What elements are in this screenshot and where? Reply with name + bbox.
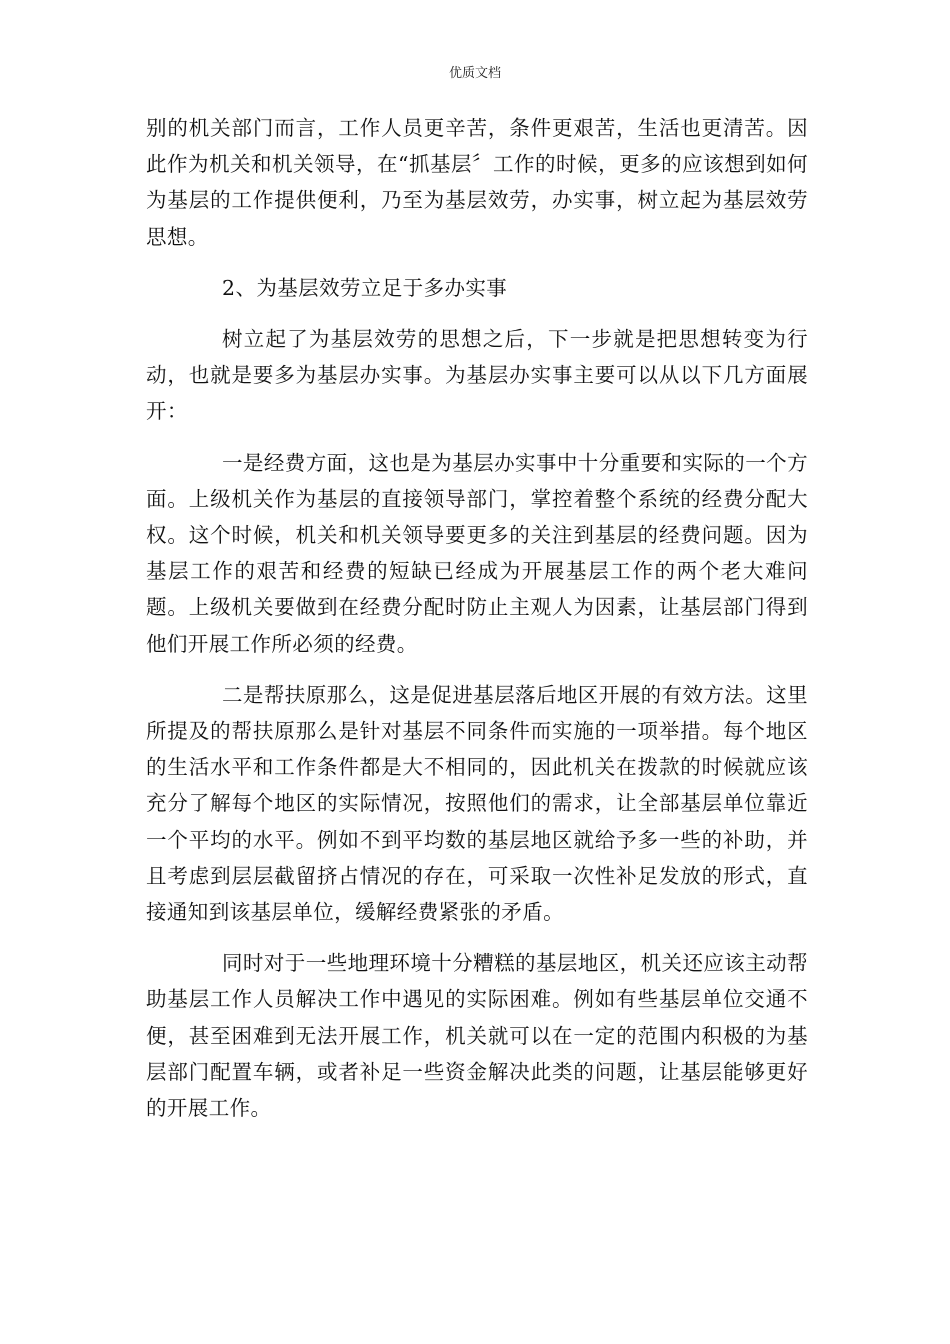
paragraph: 树立起了为基层效劳的思想之后，下一步就是把思想转变为行动，也就是要多为基层办实事。为基层办实事主要可以从以下几方面展开：	[146, 327, 808, 424]
paragraph-continuation: 别的机关部门而言，工作人员更辛苦，条件更艰苦，生活也更清苦。因此作为机关和机关领导，在“抓基层〞工作的时候，更多的应该想到如何为基层的工作提供便利，乃至为基层效劳，办实事，树立起为基层效劳思想。	[146, 116, 808, 249]
paragraph: 一是经费方面，这也是为基层办实事中十分重要和实际的一个方面。上级机关作为基层的直接领导部门，掌控着整个系统的经费分配大权。这个时候，机关和机关领导要更多的关注到基层的经费问题。因为基层工作的艰苦和经费的短缺已经成为开展基层工作的两个老大难问题。上级机关要做到在经费分配时防止主观人为因素，让基层部门得到他们开展工作所必须的经费。	[146, 450, 808, 656]
paragraph: 同时对于一些地理环境十分糟糕的基层地区，机关还应该主动帮助基层工作人员解决工作中遇见的实际困难。例如有些基层单位交通不便，甚至困难到无法开展工作，机关就可以在一定的范围内积极的为基层部门配置车辆，或者补足一些资金解决此类的问题，让基层能够更好的开展工作。	[146, 951, 808, 1121]
section-heading: 2、为基层效劳立足于多办实事	[222, 275, 508, 300]
document-body	[146, 110, 808, 1141]
page-header: 优质文档	[448, 66, 501, 81]
paragraph: 二是帮扶原那么，这是促进基层落后地区开展的有效方法。这里所提及的帮扶原那么是针对基层不同条件而实施的一项举措。每个地区的生活水平和工作条件都是大不相同的，因此机关在拨款的时候就应该充分了解每个地区的实际情况，按照他们的需求，让全部基层单位靠近一个平均的水平。例如不到平均数的基层地区就给予多一些的补助，并且考虑到层层截留挤占情况的存在，可采取一次性补足发放的形式，直接通知到该基层单位，缓解经费紧张的矛盾。	[146, 682, 808, 925]
